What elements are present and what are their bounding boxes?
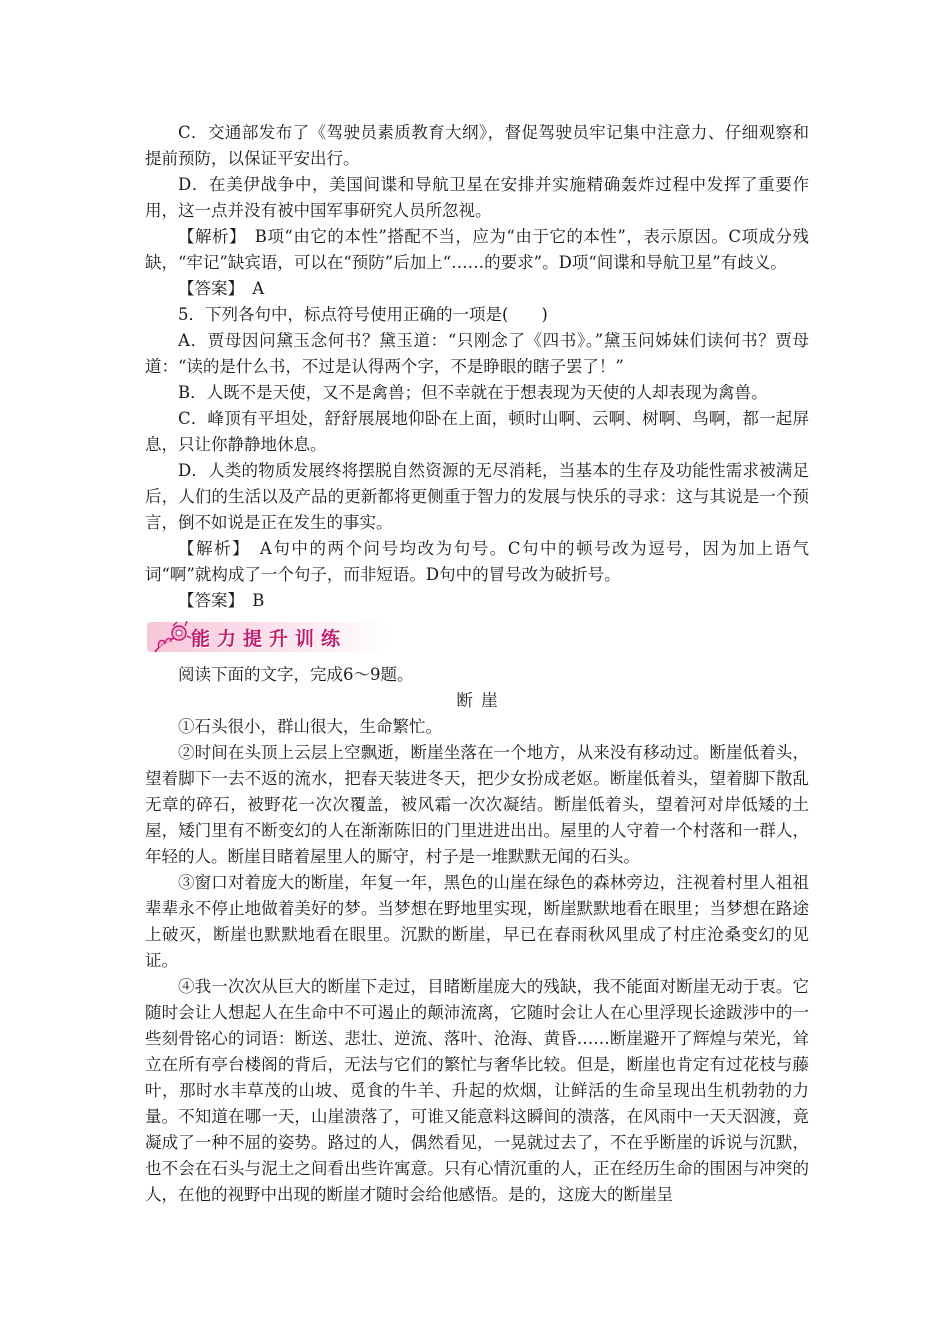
- answer-text: A: [235, 279, 265, 298]
- option-c: C．交通部发布了《驾驶员素质教育大纲》，督促驾驶员牢记集中注意力、仔细观察和提前预防，以保证平安出行。: [145, 123, 809, 168]
- analysis-text: B项“由它的本性”搭配不当，应为“由于它的本性”，表示原因。C项成分残缺，“牢记”缺宾语，可以在“预防”后加上“……的要求”。D项“间谍和导航卫星”有歧义。: [145, 227, 809, 272]
- analysis-text: A句中的两个问号均改为句号。C句中的顿号改为逗号，因为加上语气词“啊”就构成了一个句子，而非短语。D句中的冒号改为破折号。: [145, 539, 809, 584]
- passage-paragraph: ③窗口对着庞大的断崖，年复一年，黑色的山崖在绿色的森林旁边，注视着村里人祖祖辈辈永不停止地做着美好的梦。当梦想在野地里实现，断崖默默地看在眼里；当梦想在路途上破灭，断崖也默默地看在眼里。沉默的断崖，早已在春雨秋风里成了村庄沧桑变幻的见证。: [145, 873, 809, 970]
- q5-option-b: B．人既不是天使，又不是禽兽；但不幸就在于想表现为天使的人却表现为禽兽。: [178, 383, 768, 402]
- q5-answer: [145, 588, 809, 614]
- q5-stem: 5．下列各句中，标点符号使用正确的一项是( ): [178, 305, 548, 324]
- flower-icon: [151, 618, 193, 656]
- q4-analysis: [145, 224, 809, 276]
- analysis-label: 【解析】: [178, 227, 238, 246]
- option-d: D．在美伊战争中，美国间谍和导航卫星在安排并实施精确轰炸过程中发挥了重要作用，这一点并没有被中国军事研究人员所忽视。: [145, 175, 809, 220]
- passage-paragraph: ②时间在头顶上云层上空飘逝，断崖坐落在一个地方，从来没有移动过。断崖低着头，望着脚下一去不返的流水，把春天装进冬天，把少女扮成老妪。断崖低着头，望着脚下散乱无章的碎石，被野花一次次覆盖，被风霜一次次凝结。断崖低着头，望着河对岸低矮的土屋，矮门里有不断变幻的人在渐渐陈旧的门里进进出出。屋里的人守着一个村落和一群人，年轻的人。断崖目睹着屋里人的厮守，村子是一堆默默无闻的石头。: [145, 743, 809, 866]
- section-banner: [147, 618, 387, 660]
- q5-analysis: [145, 536, 809, 588]
- passage-title: 断崖: [456, 691, 506, 710]
- answer-label: 【答案】: [178, 591, 236, 610]
- reading-instruction: 阅读下面的文字，完成6～9题。: [178, 665, 414, 684]
- banner-title: 能力提升训练: [191, 628, 348, 650]
- q5-option-c: C．峰顶有平坦处，舒舒展展地仰卧在上面，顿时山啊、云啊、树啊、鸟啊，都一起屏息，只让你静静地休息。: [145, 409, 809, 454]
- analysis-label: 【解析】: [178, 539, 242, 558]
- q5-option-a: A．贾母因问黛玉念何书？黛玉道：“只刚念了《四书》。”黛玉问姊妹们读何书？贾母道：“读的是什么书，不过是认得两个字，不是睁眼的瞎子罢了！”: [145, 331, 809, 376]
- answer-label: 【答案】: [178, 279, 236, 298]
- answer-text: B: [235, 591, 265, 610]
- q5-option-d: D．人类的物质发展终将摆脱自然资源的无尽消耗，当基本的生存及功能性需求被满足后，人们的生活以及产品的更新都将更侧重于智力的发展与快乐的寻求：这与其说是一个预言，倒不如说是正在发生的事实。: [145, 461, 809, 532]
- document-page: [145, 120, 809, 1208]
- passage-paragraph: ④我一次次从巨大的断崖下走过，目睹断崖庞大的残缺，我不能面对断崖无动于衷。它随时会让人想起人在生命中不可遏止的颠沛流离，它随时会让人在心里浮现长途跋涉中的一些刻骨铭心的词语：断送、悲壮、逆流、落叶、沧海、黄昏……断崖避开了辉煌与荣光，耸立在所有亭台楼阁的背后，无法与它们的繁忙与奢华比较。但是，断崖也肯定有过花枝与藤叶，那时水丰草茂的山坡、觅食的牛羊、升起的炊烟，让鲜活的生命呈现出生机勃勃的力量。不知道在哪一天，山崖溃落了，可谁又能意料这瞬间的溃落，在风雨中一天天泅渡，竟凝成了一种不屈的姿势。路过的人，偶然看见，一晃就过去了，不在乎断崖的诉说与沉默，也不会在石头与泥土之间看出些许寓意。只有心情沉重的人，正在经历生命的围困与冲突的人，在他的视野中出现的断崖才随时会给他感悟。是的，这庞大的断崖呈: [145, 977, 809, 1204]
- passage-paragraph: ①石头很小，群山很大，生命繁忙。: [178, 717, 442, 736]
- q4-answer: [145, 276, 809, 302]
